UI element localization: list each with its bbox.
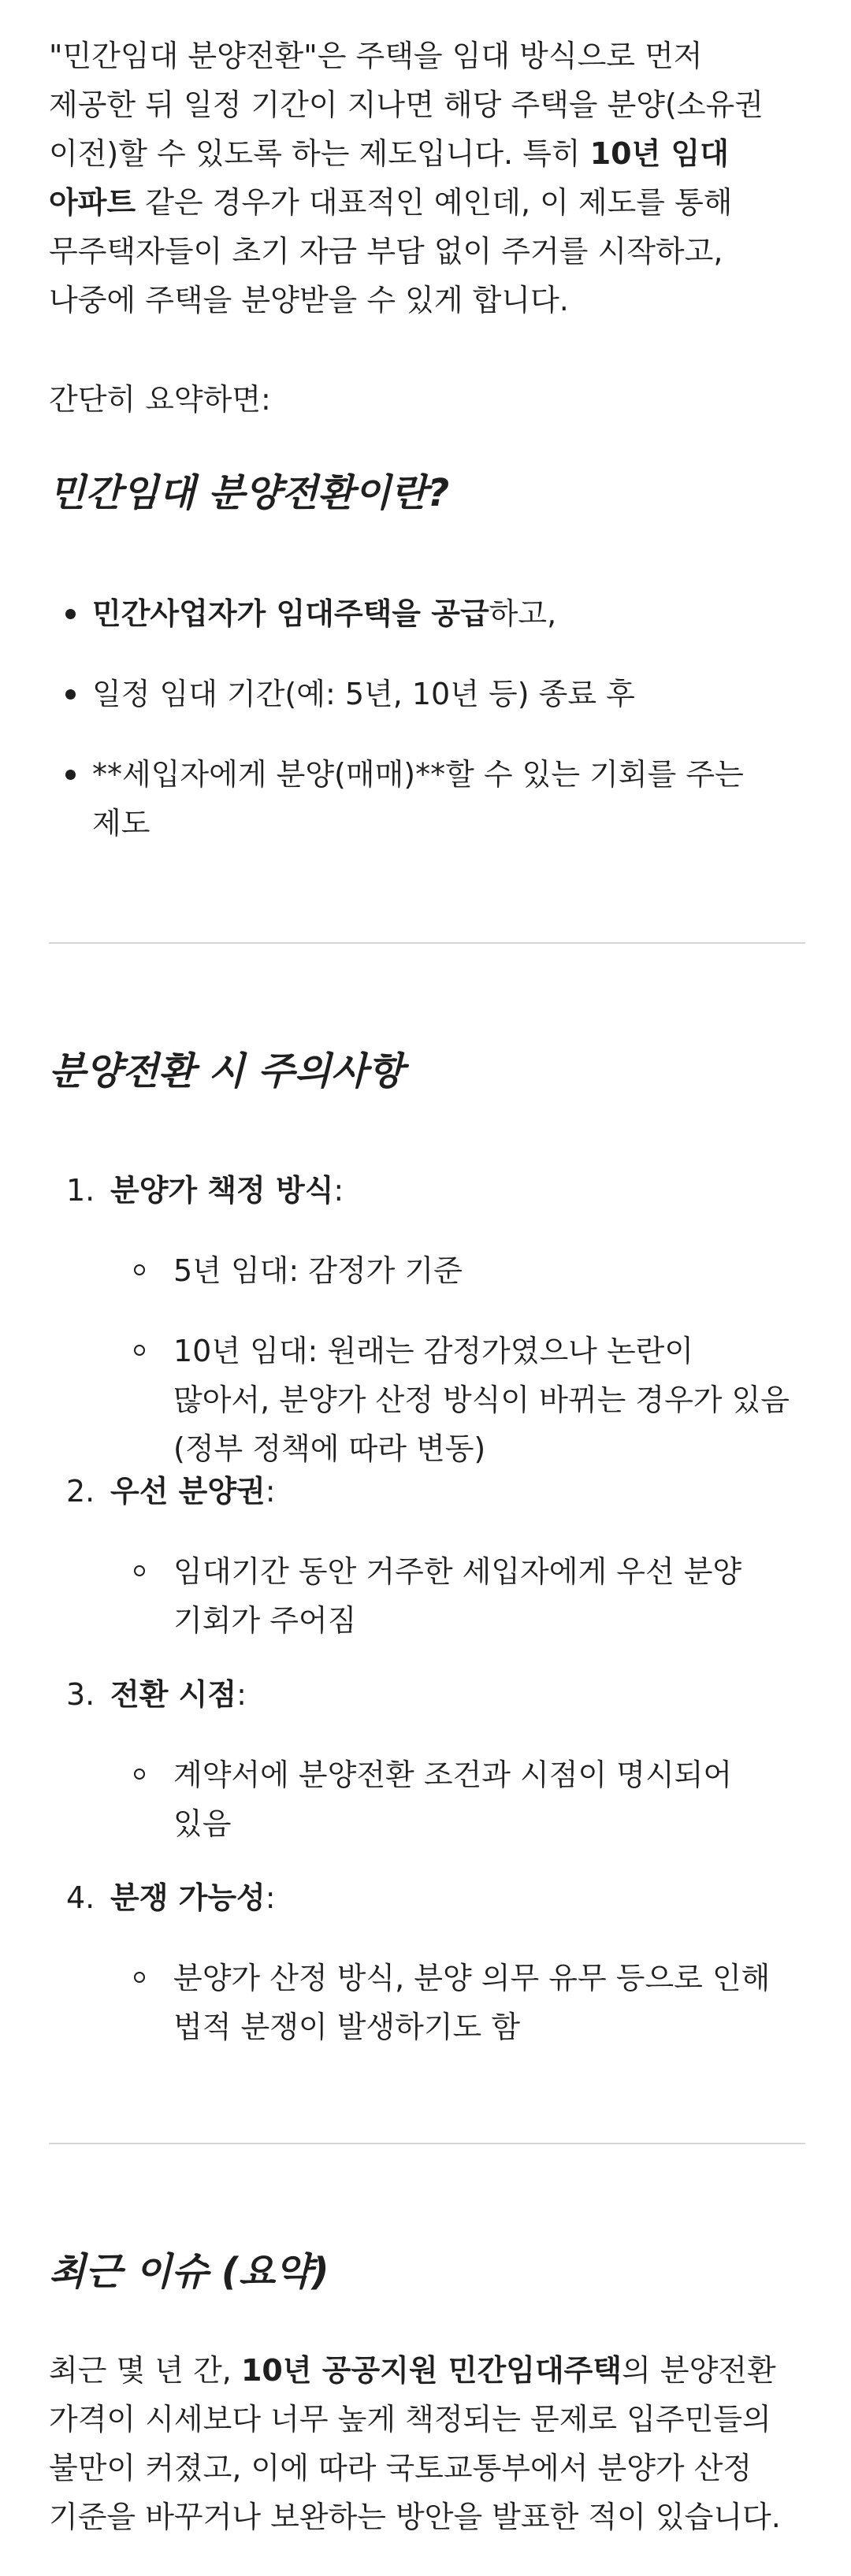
bullet-text: 일정 임대 기간(예: 5년, 10년 등) 종료 후 xyxy=(92,677,635,711)
section-heading-cautions: 분양전환 시 주의사항 xyxy=(49,1049,404,1093)
item-colon: : xyxy=(236,1677,247,1712)
bullet-text: 제도 xyxy=(92,806,151,841)
intro-paragraph xyxy=(49,32,805,325)
circle-bullet-icon xyxy=(134,1264,145,1275)
list-number: 4. xyxy=(66,1880,95,1915)
intro-line: 나중에 주택을 분양받을 수 있게 합니다. xyxy=(49,283,569,317)
paragraph-line: 불만이 커졌고, 이에 따라 국토교통부에서 분양가 산정 xyxy=(49,2451,753,2485)
section-heading-recent-issues: 최근 이슈 (요약) xyxy=(49,2250,329,2294)
circle-bullet-icon xyxy=(134,1345,145,1356)
sub-item-text: 기회가 주어짐 xyxy=(173,1603,357,1638)
intro-line: 무주택자들이 초기 자금 부담 없이 주거를 시작하고, xyxy=(49,234,723,269)
section-heading-definition: 민간임대 분양전환이란? xyxy=(49,471,450,515)
bullet-bold-text: 민간사업자가 임대주택을 공급 xyxy=(92,596,489,631)
intro-line xyxy=(49,178,805,227)
intro-bold-text: 아파트 xyxy=(49,185,136,220)
sub-item-text: 계약서에 분양전환 조건과 시점이 명시되어 xyxy=(173,1758,733,1792)
sub-item-text: 5년 임대: 감정가 기준 xyxy=(173,1253,463,1288)
intro-bold-text: 10년 임대 xyxy=(589,136,729,171)
list-number: 3. xyxy=(66,1677,95,1712)
item-colon: : xyxy=(265,1474,276,1509)
paragraph-text: 의 분양전환 xyxy=(622,2353,776,2388)
item-label: 전환 시점 xyxy=(110,1677,237,1712)
paragraph-line xyxy=(49,2346,805,2395)
section-divider xyxy=(49,942,805,944)
list-number: 2. xyxy=(66,1474,95,1509)
circle-bullet-icon xyxy=(134,1769,145,1780)
sub-item-text: 임대기간 동안 거주한 세입자에게 우선 분양 xyxy=(173,1554,742,1589)
item-colon: : xyxy=(333,1173,344,1208)
paragraph-text: 최근 몇 년 간, xyxy=(49,2353,241,2388)
sub-item-text: 있음 xyxy=(173,1806,232,1841)
section-divider xyxy=(49,2143,805,2144)
sub-item-text: 많아서, 분양가 산정 방식이 바뀌는 경우가 있음 xyxy=(173,1383,790,1417)
list-number: 1. xyxy=(66,1173,95,1208)
sub-item-text: 10년 임대: 원래는 감정가였으나 논란이 xyxy=(173,1334,694,1368)
recent-issues-paragraph xyxy=(49,2346,805,2541)
intro-text: 이전)할 수 있도록 하는 제도입니다. 특히 xyxy=(49,136,590,171)
intro-line xyxy=(49,129,805,178)
intro-line: "민간임대 분양전환"은 주택을 임대 방식으로 먼저 xyxy=(49,39,703,73)
intro-line: 제공한 뒤 일정 기간이 지나면 해당 주택을 분양(소유권 xyxy=(49,87,764,122)
paragraph-bold-text: 10년 공공지원 민간임대주택 xyxy=(240,2353,622,2388)
summary-lead: 간단히 요약하면: xyxy=(49,382,271,417)
item-label: 분쟁 가능성 xyxy=(110,1880,266,1915)
bullet-icon xyxy=(65,609,76,619)
item-colon: : xyxy=(265,1880,276,1915)
bullet-icon xyxy=(65,689,76,700)
sub-item-text: 분양가 산정 방식, 분양 의무 유무 등으로 인해 xyxy=(173,1961,771,1995)
paragraph-line: 가격이 시세보다 너무 높게 책정되는 문제로 입주민들의 xyxy=(49,2402,771,2437)
paragraph-line: 기준을 바꾸거나 보완하는 방안을 발표한 적이 있습니다. xyxy=(49,2500,781,2534)
bullet-text: 하고, xyxy=(489,596,557,631)
sub-item-text: 법적 분쟁이 발생하기도 함 xyxy=(173,2010,521,2044)
item-label: 우선 분양권 xyxy=(110,1474,266,1509)
circle-bullet-icon xyxy=(134,1565,145,1576)
item-label: 분양가 책정 방식 xyxy=(110,1173,334,1208)
intro-text: 같은 경우가 대표적인 예인데, 이 제도를 통해 xyxy=(136,185,733,220)
bullet-icon xyxy=(65,770,76,780)
bullet-text: **세입자에게 분양(매매)**할 수 있는 기회를 주는 xyxy=(92,757,744,792)
circle-bullet-icon xyxy=(134,1972,145,1983)
sub-item-text: (정부 정책에 따라 변동) xyxy=(173,1431,486,1466)
